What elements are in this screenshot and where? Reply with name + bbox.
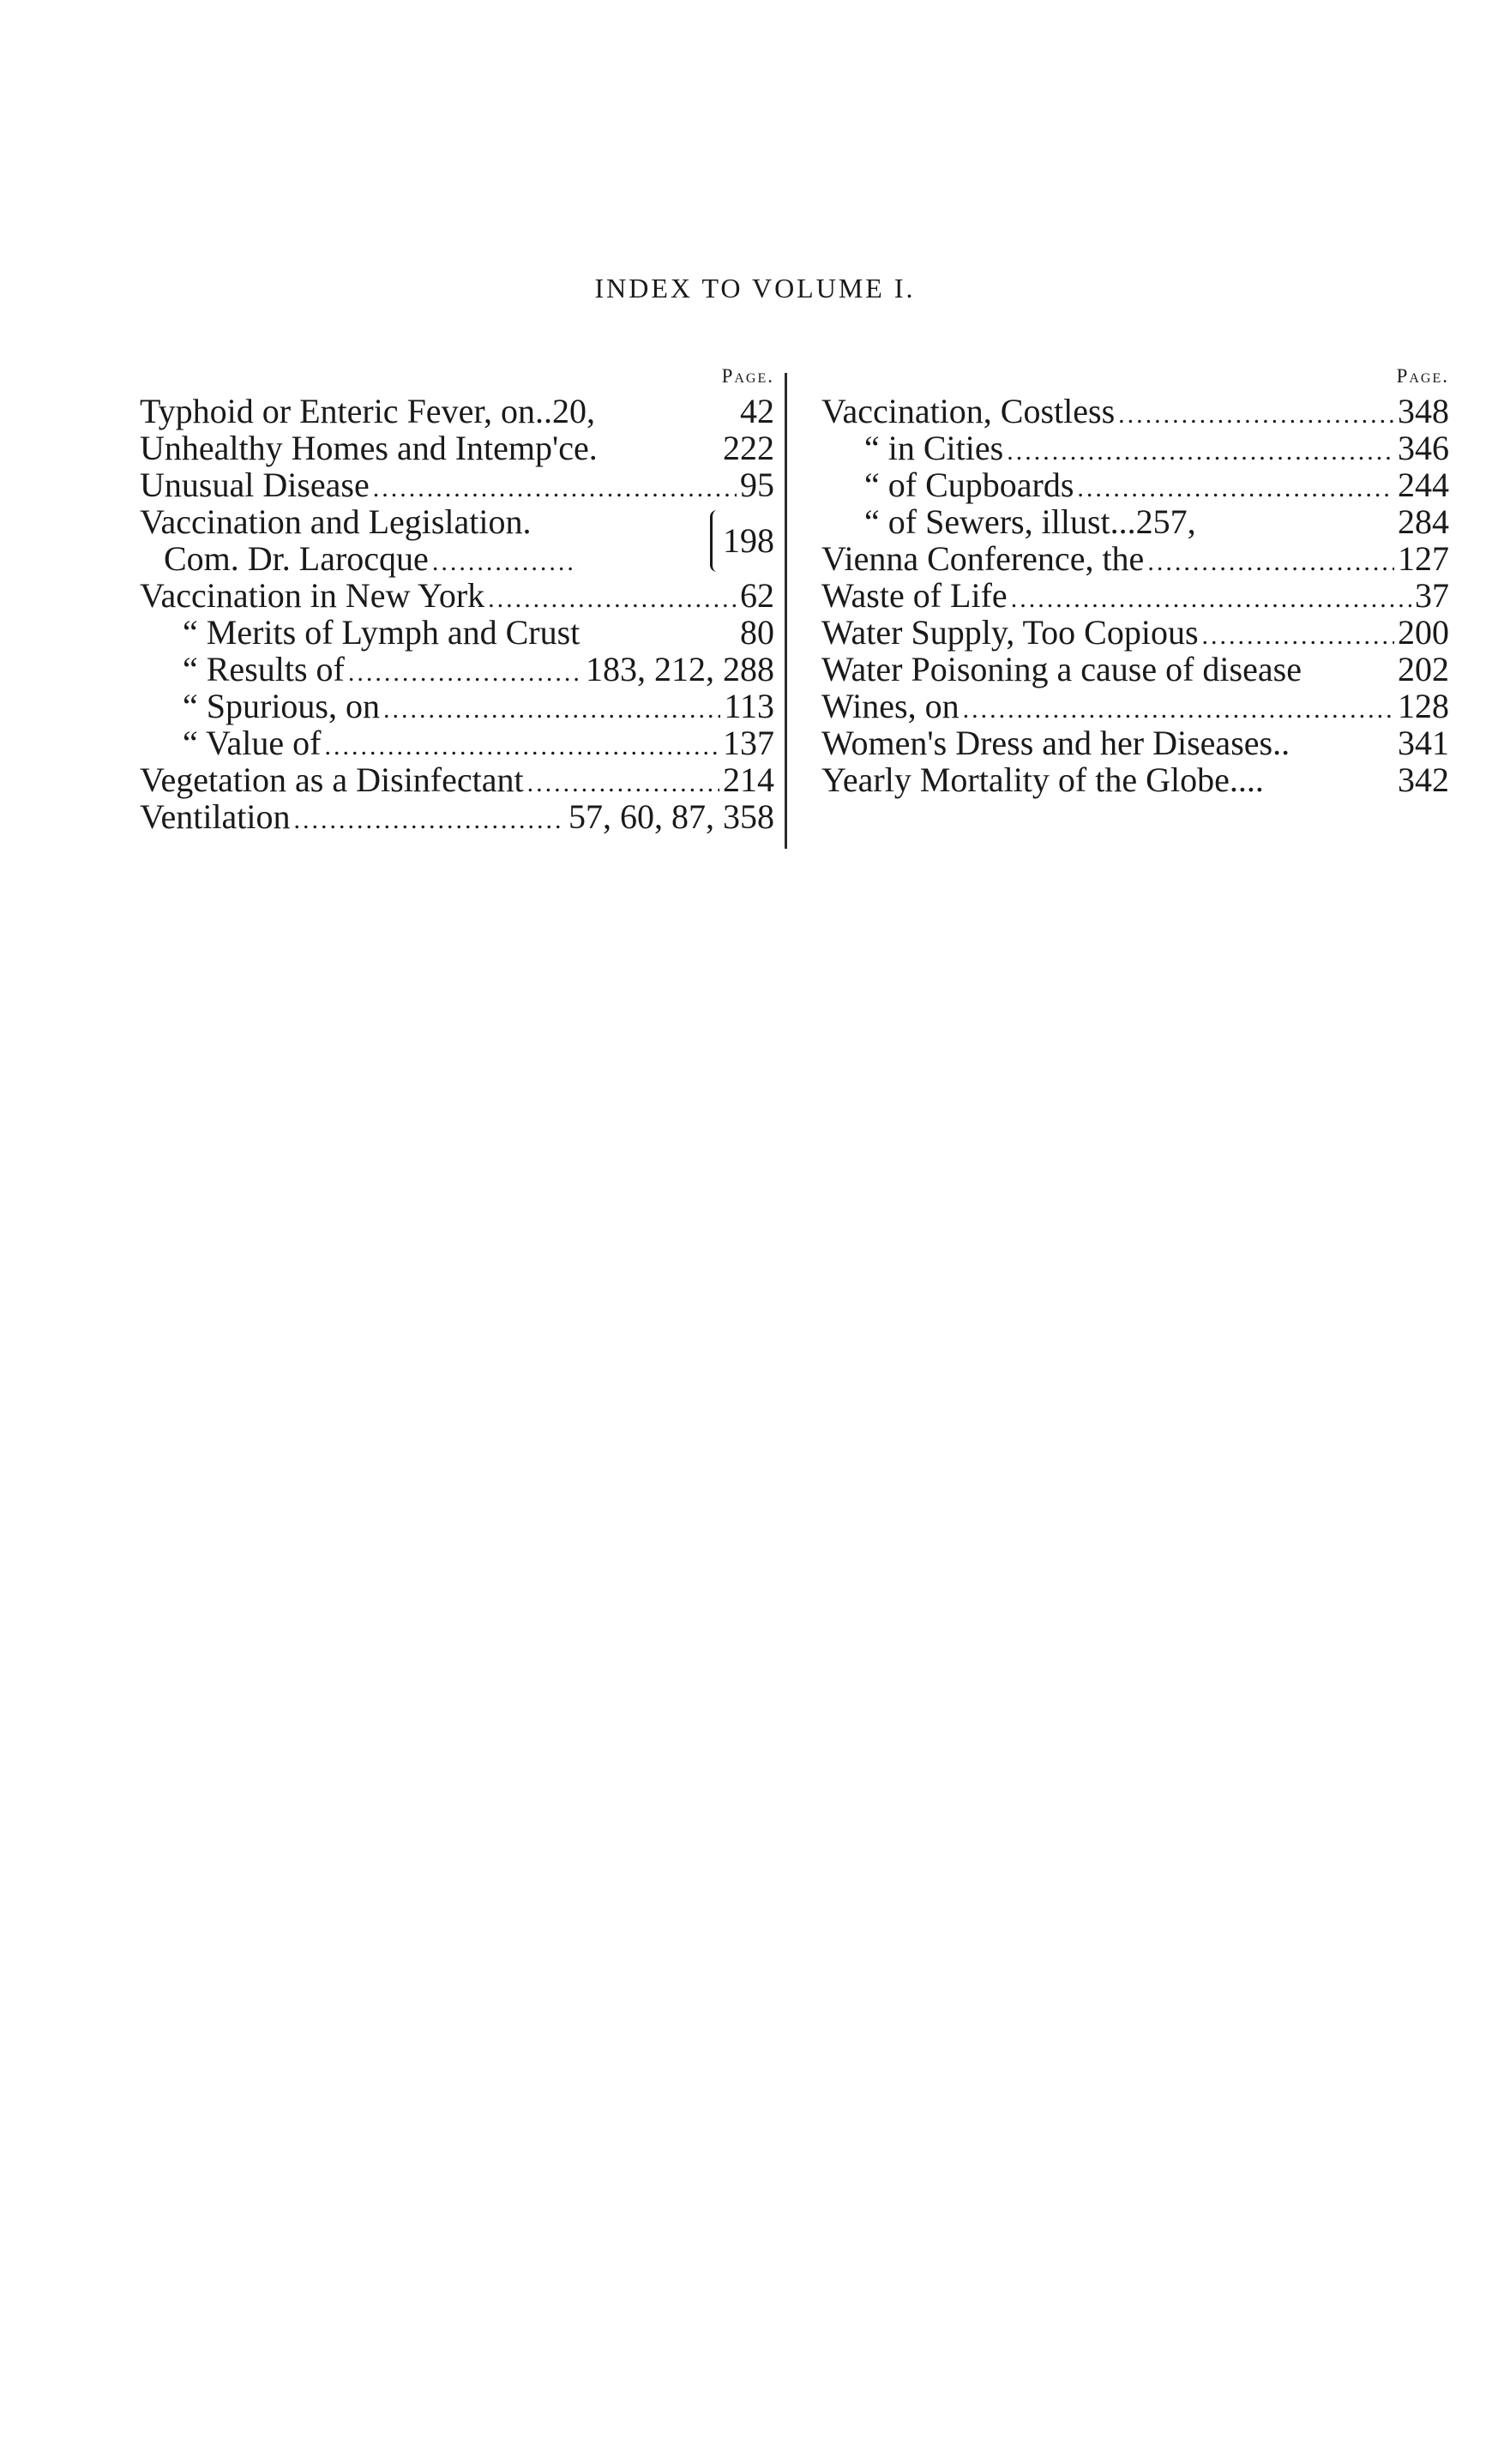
index-entry xyxy=(140,651,774,688)
leader-dots xyxy=(373,470,737,507)
entry-page-number: 42 xyxy=(740,392,774,430)
entry-page-number: 127 xyxy=(1398,539,1449,578)
entry-label: Unhealthy Homes and Intemp'ce. xyxy=(140,429,598,467)
entry-page-number: 198 xyxy=(723,521,774,560)
index-entry-list xyxy=(140,393,774,503)
leader-dots xyxy=(527,765,719,802)
entry-page-number: 214 xyxy=(723,760,774,799)
leader-dots xyxy=(294,802,565,838)
entry-label: Vaccination, Costless xyxy=(821,392,1116,430)
entry-page-number: 200 xyxy=(1398,613,1449,652)
entry-page-number: 80 xyxy=(740,613,774,652)
index-entry-line xyxy=(140,503,774,540)
entry-page-number: 244 xyxy=(1398,466,1449,504)
entry-page-number: 346 xyxy=(1398,429,1449,467)
entry-page-number: 57, 60, 87, 358 xyxy=(569,797,774,836)
leader-dots xyxy=(432,544,578,580)
leader-dots xyxy=(1202,617,1394,654)
index-entry-group xyxy=(140,503,774,577)
entry-label: Com. Dr. Larocque xyxy=(164,539,429,578)
index-column-right xyxy=(821,360,1449,798)
entry-label: Waste of Life xyxy=(821,576,1008,615)
index-entry xyxy=(821,651,1449,688)
entry-page-number: 341 xyxy=(1398,724,1449,762)
leader-dots xyxy=(324,728,719,765)
entry-label: Vaccination in New York xyxy=(140,576,485,615)
index-entry xyxy=(140,614,774,651)
entry-label: “ Merits of Lymph and Crust xyxy=(183,613,581,652)
index-column-left xyxy=(140,360,774,835)
entry-page-number: 222 xyxy=(723,429,774,467)
entry-label: “ of Sewers, illust...257, xyxy=(864,502,1196,541)
entry-page-number: 128 xyxy=(1398,687,1449,725)
index-entry xyxy=(821,393,1449,430)
entry-label: “ Value of xyxy=(183,724,322,762)
index-entry xyxy=(821,724,1449,761)
leader-dots xyxy=(1118,396,1394,433)
entry-label: “ of Cupboards xyxy=(864,466,1074,504)
entry-page-number: 202 xyxy=(1398,650,1449,688)
index-entry xyxy=(140,688,774,724)
index-entry-line xyxy=(140,540,774,577)
entry-page-number: 348 xyxy=(1398,392,1449,430)
column-divider xyxy=(785,373,787,849)
index-entry xyxy=(821,614,1449,651)
entry-page-number: 37 xyxy=(1415,576,1449,615)
entry-label: “ in Cities xyxy=(864,429,1004,467)
page-column-header: Page. xyxy=(721,365,774,387)
page-title: INDEX TO VOLUME I. xyxy=(594,273,916,303)
index-entry xyxy=(140,798,774,835)
entry-page-number: 113 xyxy=(724,687,774,725)
entry-page-number: 183, 212, 288 xyxy=(586,650,774,688)
entry-label: Vaccination and Legislation. xyxy=(140,502,532,541)
leader-dots xyxy=(1147,544,1394,580)
index-entry xyxy=(140,761,774,798)
index-entry xyxy=(821,577,1449,614)
leader-dots xyxy=(348,654,582,691)
index-entry xyxy=(140,577,774,614)
index-entry xyxy=(821,503,1449,540)
entry-label: Ventilation xyxy=(140,797,291,836)
entry-label: Vegetation as a Disinfectant xyxy=(140,760,524,799)
entry-label: Water Supply, Too Copious xyxy=(821,613,1199,652)
entry-label: Water Poisoning a cause of disease xyxy=(821,650,1302,688)
leader-dots xyxy=(963,691,1394,728)
index-entry xyxy=(140,430,774,466)
leader-dots xyxy=(1077,470,1394,507)
entry-label: Vienna Conference, the xyxy=(821,539,1145,578)
leader-dots xyxy=(1007,433,1394,470)
leader-dots xyxy=(1011,580,1411,617)
entry-label: “ Results of xyxy=(183,650,345,688)
index-entry xyxy=(821,430,1449,466)
leader-dots xyxy=(488,580,737,617)
entry-label: Yearly Mortality of the Globe.... xyxy=(821,760,1264,799)
index-entry xyxy=(821,688,1449,724)
index-entry xyxy=(140,724,774,761)
index-entry-list xyxy=(140,577,774,835)
index-entry xyxy=(821,466,1449,503)
entry-page-number: 137 xyxy=(723,724,774,762)
entry-page-number: 342 xyxy=(1398,760,1449,799)
entry-label: Wines, on xyxy=(821,687,960,725)
index-entry xyxy=(821,761,1449,798)
entry-page-number: 284 xyxy=(1398,502,1449,541)
entry-label: Unusual Disease xyxy=(140,466,370,504)
leader-dots xyxy=(383,691,720,728)
index-entry-list xyxy=(821,393,1449,798)
entry-page-number: 62 xyxy=(740,576,774,615)
entry-label: “ Spurious, on xyxy=(183,687,380,725)
entry-label: Women's Dress and her Diseases.. xyxy=(821,724,1290,762)
index-entry xyxy=(140,393,774,430)
page-column-header: Page. xyxy=(1396,365,1449,387)
entry-page-number: 95 xyxy=(740,466,774,504)
index-entry xyxy=(140,466,774,503)
index-entry xyxy=(821,540,1449,577)
brace-mark xyxy=(710,510,721,572)
entry-label: Typhoid or Enteric Fever, on..20, xyxy=(140,392,596,430)
